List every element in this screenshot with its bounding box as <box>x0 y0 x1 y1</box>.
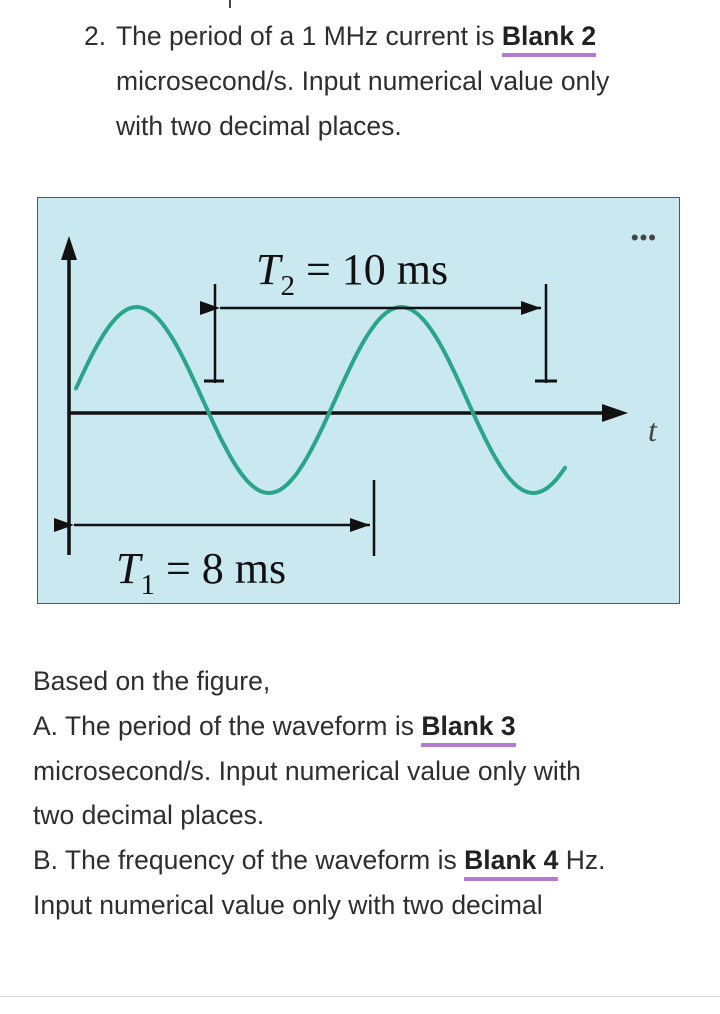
part-b-line-2: Input numerical value only with two decimal <box>33 889 543 920</box>
part-a-line-1 <box>33 704 693 749</box>
t2-label: $T_2 = 10$ ms <box>256 245 449 302</box>
waveform-figure <box>37 197 680 604</box>
cropped-text-fragment <box>229 0 231 8</box>
part-a-line-2: microsecond/s. Input numerical value only with <box>33 755 581 786</box>
part-b-text: B. The frequency of the waveform is <box>33 845 465 876</box>
waveform-diagram <box>38 198 681 605</box>
question-2-line-3: with two decimal places. <box>116 111 402 141</box>
blank-2[interactable]: Blank 2 <box>502 21 596 57</box>
intro-text: Based on the figure, <box>33 666 271 696</box>
question-2-text: The period of a 1 MHz current is <box>116 21 502 51</box>
sine-wave <box>76 307 565 493</box>
blank-3[interactable]: Blank 3 <box>421 711 515 747</box>
part-a-text: A. The period of the waveform is <box>33 710 422 741</box>
question-2-line-1 <box>84 14 704 59</box>
part-b-line-1 <box>33 838 693 883</box>
question-2 <box>84 14 704 149</box>
question-number: 2. <box>84 21 107 51</box>
t1-label: $T_1 = 8$ ms <box>116 544 287 601</box>
ellipsis-icon[interactable]: ••• <box>630 225 657 250</box>
blank-4[interactable]: Blank 4 <box>464 845 558 881</box>
part-b-unit: Hz. <box>558 845 606 876</box>
time-axis-arrow-icon <box>602 404 628 422</box>
time-axis-label: t <box>648 412 657 448</box>
body-section <box>33 659 693 928</box>
question-2-line-2: microsecond/s. Input numerical value only <box>116 66 610 96</box>
part-a-line-3: two decimal places. <box>33 800 265 831</box>
footer-divider <box>0 996 720 997</box>
vertical-axis-arrow-icon <box>61 236 77 260</box>
